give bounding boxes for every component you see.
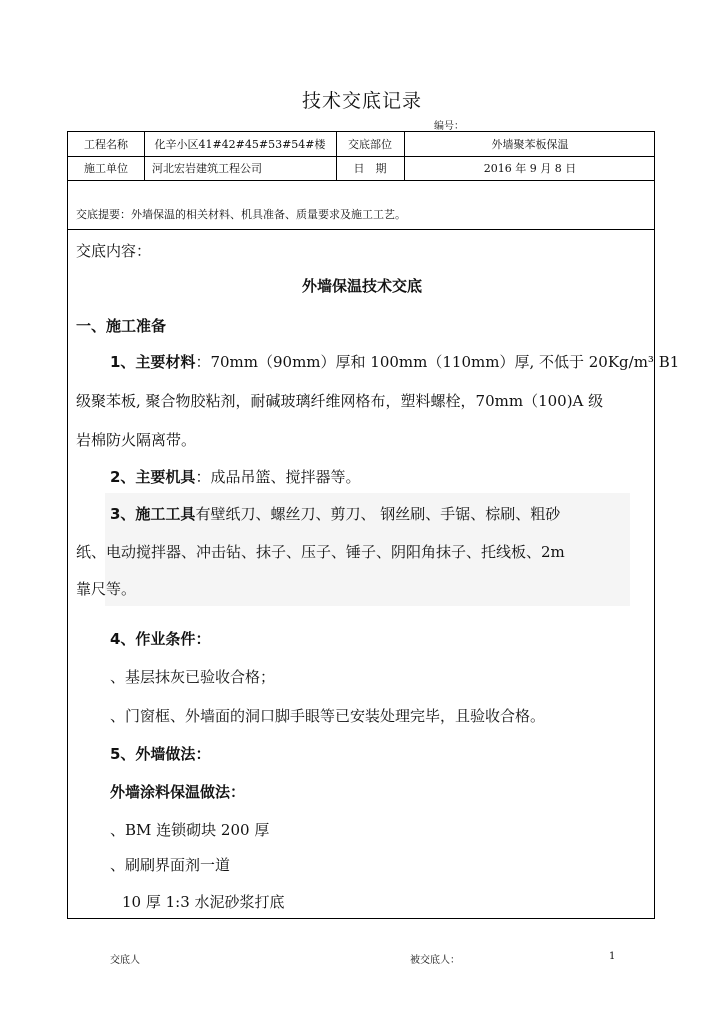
work-condition-item: 、基层抹灰已验收合格； bbox=[110, 668, 276, 686]
materials-paragraph-line bbox=[110, 351, 679, 372]
method-step: 10 厚 1:3 水泥砂浆打底 bbox=[122, 893, 285, 911]
project-name-value: 化辛小区41#42#45#53#54#楼 bbox=[154, 138, 326, 151]
page-title: 技术交底记录 bbox=[301, 90, 422, 112]
construction-unit-value: 河北宏岩建筑工程公司 bbox=[152, 162, 262, 175]
method-step: 、刷刷界面剂一道 bbox=[110, 856, 231, 874]
materials-title: 1、主要材料 bbox=[110, 353, 196, 371]
materials-text: ：70mm（90mm）厚和 100mm（110mm）厚, 不低于 20Kg/m³ B1 bbox=[195, 353, 680, 371]
project-name-label: 工程名称 bbox=[84, 138, 128, 151]
tools-title: 3、施工工具 bbox=[110, 505, 196, 523]
date-label: 日 期 bbox=[353, 162, 387, 175]
record-form bbox=[67, 131, 680, 919]
handover-part-value: 外墙聚苯板保温 bbox=[491, 138, 569, 151]
wall-method-subtitle: 外墙涂料保温做法： bbox=[110, 783, 246, 801]
materials-paragraph-line: 级聚苯板, 聚合物胶粘剂，耐碱玻璃纤维网格布，塑料螺栓，70mm（100)A 级 bbox=[76, 392, 604, 410]
method-step: 、BM 连锁砌块 200 厚 bbox=[110, 821, 270, 839]
serial-number-label: 编号： bbox=[434, 121, 464, 132]
handover-part-label: 交底部位 bbox=[348, 138, 392, 151]
section-heading: 一、施工准备 bbox=[76, 317, 167, 335]
date-value: 2016 年 9 月 8 日 bbox=[483, 162, 577, 175]
work-conditions-title: 4、作业条件： bbox=[110, 630, 211, 648]
table-row-divider bbox=[68, 229, 654, 230]
equipment-paragraph bbox=[110, 466, 360, 487]
construction-unit-label: 施工单位 bbox=[84, 162, 128, 175]
page-number: 1 bbox=[609, 951, 616, 962]
handover-summary: 交底提要：外墙保温的相关材料、机具准备、质量要求及施工工艺。 bbox=[76, 208, 406, 221]
handover-person-label: 交底人 bbox=[110, 955, 140, 966]
content-heading: 外墙保温技术交底 bbox=[301, 277, 422, 295]
tools-paragraph-line bbox=[110, 503, 560, 524]
receiver-person-label: 被交底人： bbox=[410, 955, 460, 966]
equipment-title: 2、主要机具 bbox=[110, 468, 196, 486]
tools-paragraph-line: 纸、电动搅拌器、冲击钻、抹子、压子、锤子、阴阳角抹子、托线板、2m bbox=[76, 543, 565, 561]
wall-method-title: 5、外墙做法： bbox=[110, 745, 211, 763]
equipment-text: ：成品吊篮、搅拌器等。 bbox=[195, 468, 361, 486]
tools-paragraph-line: 靠尺等。 bbox=[76, 580, 137, 598]
materials-paragraph-line: 岩棉防火隔离带。 bbox=[76, 431, 197, 449]
work-condition-item: 、门窗框、外墙面的洞口脚手眼等已安装处理完毕，且验收合格。 bbox=[110, 707, 546, 725]
tools-text: 有壁纸刀、螺丝刀、剪刀、 钢丝刷、手锯、棕刷、粗砂 bbox=[195, 505, 561, 523]
content-label: 交底内容： bbox=[76, 242, 152, 260]
